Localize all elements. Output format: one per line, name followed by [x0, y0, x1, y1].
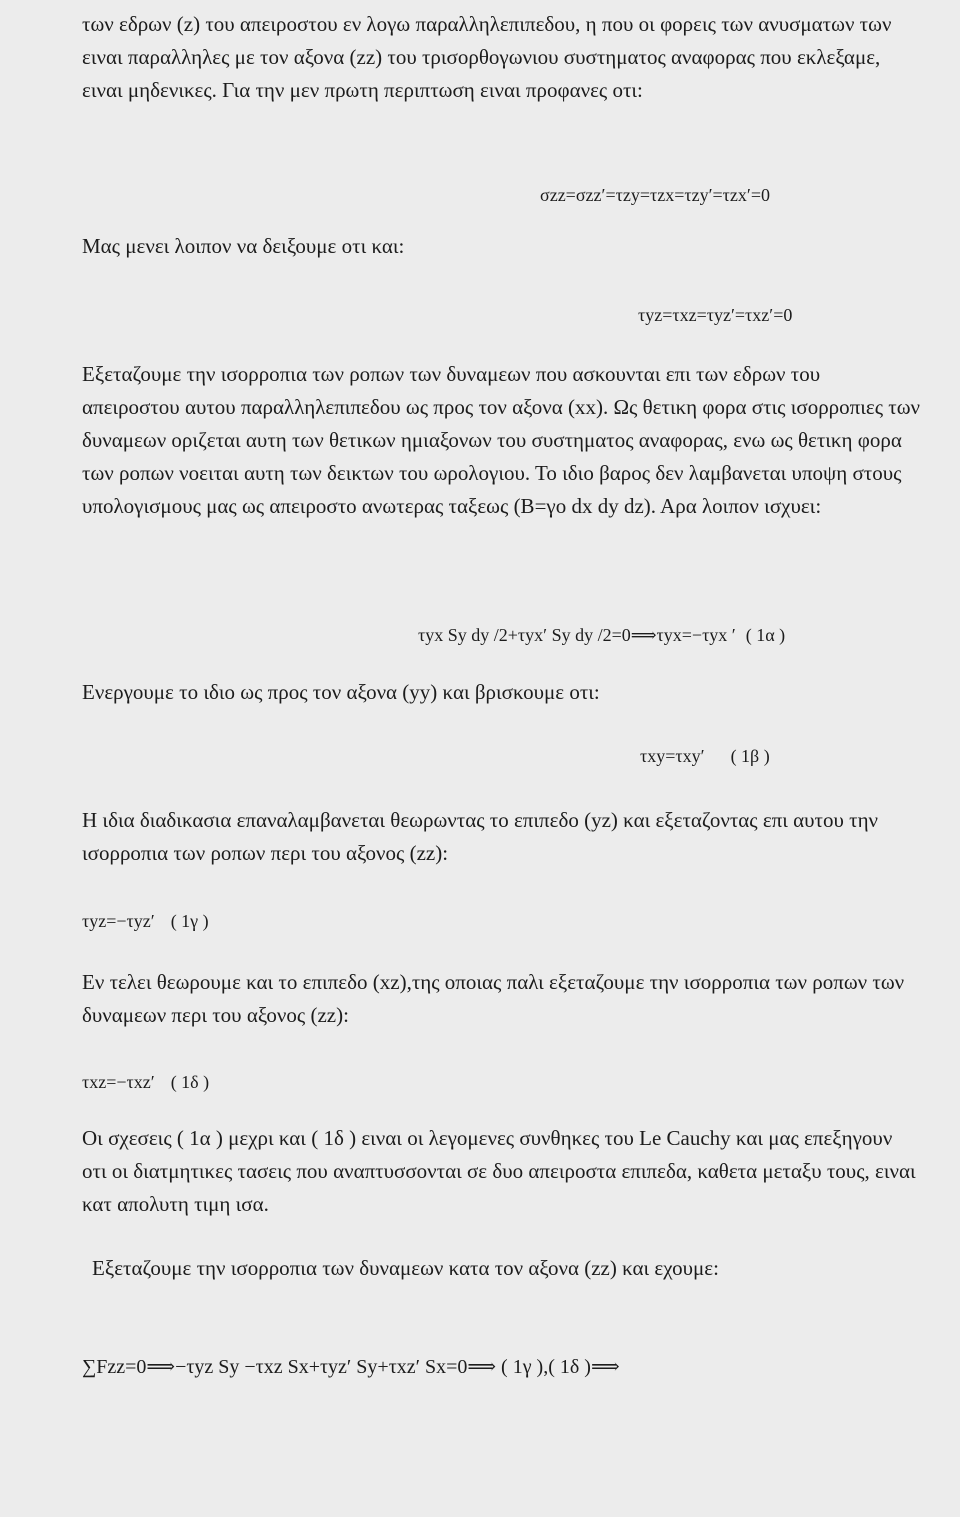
equation-1g [82, 908, 209, 934]
paragraph-force-zz: Εξεταζουμε την ισορροπια των δυναμεων κατα τον αξονα (zz) και εχουμε: [92, 1256, 719, 1280]
equation-1b-label: ( 1β ) [730, 746, 770, 766]
paragraph-equilibrium-xx: Εξεταζουμε την ισορροπια των ροπων των δυναμεων που ασκουνται επι των εδρων του απειροστου αυτου παραλληλεπιπεδου ως προς τον αξονα (xx). Ως θετικη φορα στις ισορροπιες των δυναμεων οριζεται αυτη των θετικων ημιαξονων του συστηματος αναφορας, ενω ως θετικη φορα των ροπων νοειται αυτη των δεικτων του ωρολογιου. Το ιδιο βαρος δεν λαμβανεται υποψη στους υπολογισμους μας ως απειροστο ανωτερας ταξεως (Β=γο dx dy dz). Αρα λοιπον ισχυει: [82, 362, 921, 518]
equation-1a [418, 622, 785, 648]
equation-1b-body: τxy=τxy′ [640, 746, 705, 766]
equation-1g-label: ( 1γ ) [170, 911, 209, 931]
paragraph-plane-xz: Εν τελει θεωρουμε και το επιπεδο (xz),της οποιας παλι εξεταζουμε την ισορροπια των ροπων των δυναμεων περι του αξονος (zz): [82, 970, 905, 1027]
equation-shear-zero: τyz=τxz=τyz′=τxz′=0 [638, 305, 793, 325]
equation-sum-fzz: ∑Fzz=0⟹−τyz Sy −τxz Sx+τyz′ Sy+τxz′ Sx=0⟹ ( 1γ ),( 1δ )⟹ [82, 1356, 620, 1378]
paragraph-plane-yz: Η ιδια διαδικασια επαναλαμβανεται θεωρωντας το επιπεδο (yz) και εξεταζοντας επι αυτου την ισορροπια των ροπων περι του αξονος (zz): [82, 808, 879, 865]
equation-1d-label: ( 1δ ) [170, 1072, 210, 1092]
equation-normal-stresses: σzz=σzz′=τzy=τzx=τzy′=τzx′=0 [540, 185, 770, 205]
paragraph-cauchy-conditions: Οι σχεσεις ( 1α ) μεχρι και ( 1δ ) ειναι οι λεγομενες συνθηκες του Le Cauchy και μας επεξηγουν οτι οι διατμητικες τασεις που αναπτυσσονται σε δυο απειροστα επιπεδα, καθετα μεταξυ τους, ειναι κατ απολυτη τιμη ισα. [82, 1126, 916, 1216]
paragraph-intro: των εδρων (z) του απειροστου εν λογω παραλληλεπιπεδου, η που οι φορεις των ανυσματων των ειναι παραλληλες με τον αξονα (zz) του τρισορθογωνιου συστηματος αναφορας που εκλεξαμε, ειναι μηδενικες. Για την μεν πρωτη περιπτωση ειναι προφανες οτι: [82, 12, 892, 102]
paragraph-remains: Μας μενει λοιπον να δειξουμε οτι και: [82, 234, 405, 258]
equation-1g-body: τyz=−τyz′ [82, 911, 155, 931]
equation-1b [640, 743, 770, 769]
equation-1d [82, 1069, 209, 1095]
equation-1d-body: τxz=−τxz′ [82, 1072, 155, 1092]
paragraph-axis-yy: Ενεργουμε το ιδιο ως προς τον αξονα (yy) και βρισκουμε οτι: [82, 680, 600, 704]
equation-1a-body: τyx Sy dy /2+τyx′ Sy dy /2=0⟹τyx=−τyx ′ [418, 625, 736, 645]
equation-1a-label: ( 1α ) [745, 625, 786, 645]
